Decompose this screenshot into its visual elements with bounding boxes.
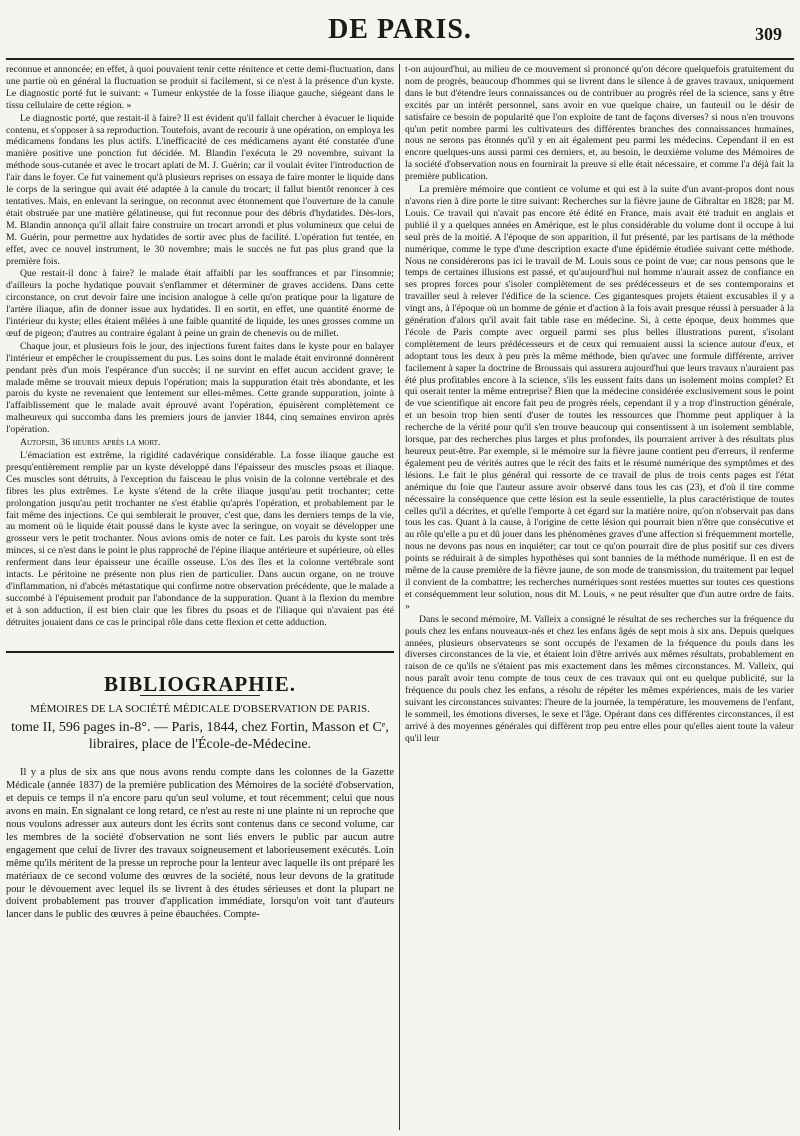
right-paragraph-3: Dans le second mémoire, M. Valleix a consigné le résultat de ses recherches sur la fréquence du pouls chez les enfans nouveaux-nés et chez les enfans âgés de sept mois à six ans. Depuis quelques années, plusieurs observateurs se sont occupés de l'examen de la fréquence du pouls dans les diverses circonstances de la vie, et étaient loin d'être arrivés aux mêmes résultats, probablement en raison de ce qu'ils ne s'étaient pas mis exactement dans les mêmes circonstances. M. Valleix, qui nous paraît avoir tenu compte de tous ceux de ces travaux qui ont eu quelque publicité, sur la fréquence du pouls chez les enfans, a résolu de répéter les mêmes expériences, mais de les varier suivant les circonstances suivantes: l'heure de la journée, la température, les mouvemens de l'enfant, le sommeil, les émotions diverses, le sexe et l'âge. Opérant dans ces différentes circonstances, il est arrivé à des moyennes générales qui diffèrent trop peu entre elles pour qu'elles aient toute la valeur qu'il leur xyxy=(405,613,794,744)
left-paragraph-1: reconnue et annoncée; en effet, à quoi pouvaient tenir cette rénitence et cette demi-fluctuation, dans une partie où en général la fluctuation se produit si facilement, si ce n'est à la présence d'un kyste. Le diagnostic porté fut le suivant: « Tumeur enkystée de la fosse iliaque gauche, siégeant dans le tissu cellulaire de cette région. » xyxy=(6,64,394,111)
left-paragraph-2: Le diagnostic porté, que restait-il à faire? Il est évident qu'il fallait chercher à évacuer le liquide contenu, et s'opposer à sa reproduction. Toutefois, avant de recourir à une opération, on employa les médicamens fondans les plus actifs. L'inefficacité de ces médicamens ayant été constatée d'une manière positive une ponction fut décidée. M. Blandin l'exécuta le 29 novembre, suivant la méthode sous-cutanée et avec le trocart aplati de M. J. Guérin; car il voulait éviter l'introduction de l'air dans le foyer. Ce fut vainement qu'à plusieurs reprises on essaya de faire monter le liquide dans le corps de la seringue qui avait été adaptée à la canule du trocart; il fallut bientôt renoncer à ces tentatives. Mais, en enlevant la seringue, on reconnut avec étonnement que l'ouverture de la canule était obstruée par une matière gélatineuse, qui fut reconnue pour des débris d'hydatides. Dès-lors, M. Blandin annonça qu'il allait faire construire un trocart arrondi et plus volumineux que celui de M. Guérin, pour permettre aux hydatides de sortir avec plus de facilité. L'opération fut tentée, en effet, avec ce nouvel instrument, le 30 novembre; mais le succès ne fut pas plus grand que la première fois. xyxy=(6,112,394,267)
column-divider xyxy=(399,64,400,1130)
bibliography-subtitle: tome II, 596 pages in-8°. — Paris, 1844, chez Fortin, Masson et Cᵉ, libraires, place de l'École-de-Médecine. xyxy=(11,720,389,753)
right-column xyxy=(405,64,794,1130)
left-paragraph-3: Que restait-il donc à faire? le malade était affaibli par les souffrances et par l'insomnie; d'ailleurs la poche hydatique pouvait s'enflammer et déterminer de graves accidens. Dans cette circonstance, on crut devoir faire une incision analogue à celle qu'on pratique pour la ligature de l'artère iliaque, afin de donner issue aux hydatides. Il en sortit, en effet, une quantité énorme de l'intérieur du kyste; elles étaient mêlées à une faible quantité de liquide, les unes grosses comme un œuf de pigeon; d'autres au contraire égalant à peine un grain de chenevis ou de millet. xyxy=(6,268,394,339)
left-paragraph-6: L'émaciation est extrême, la rigidité cadavérique considérable. La fosse iliaque gauche est presqu'entièrement remplie par un kyste développé dans l'épaisseur des muscles psoas et iliaque. Ces muscles sont détruits, à l'exception du faisceau le plus voisin de la colonne vertébrale et des fibres les plus extrêmes. Le kyste s'étend de la crête iliaque jusqu'au petit trochanter; cette prolongation jusqu'au petit trochanter ne s'est établie qu'après l'opération, et probablement par le fait même des injections. Ce qui semblerait le prouver, c'est que, dans les derniers temps de la vie, au moment où le liquide était poussé dans le kyste avec la seringue, on voyait se développer une grosseur vers le petit trochanter. Nous avions omis de noter ce fait. Les parois du kyste sont très minces, si ce n'est dans le point le plus rapproché de l'épine iliaque antérieure et supérieure, où elles renferment dans leur épaisseur une écaille osseuse. L'os des îles et la colonne vertébrale sont intacts. Le péritoine ne présente non plus rien de particulier. Dans aucun organe, on ne trouve d'inflammation, ni d'abcès métastatique qui confirme notre observation précédente, que le malade a succombé à l'épuisement produit par l'abondance de la suppuration. Quant à la flexion du membre et à son adduction, il est bien clair que les fibres du psoas et de l'iliaque qui n'avaient pas été détruites jouaient dans ce cas le principal rôle dans cette flexion et cette adduction. xyxy=(6,450,394,628)
left-paragraph-4: Chaque jour, et plusieurs fois le jour, des injections furent faites dans le kyste pour en balayer l'intérieur et empêcher le croupissement du pus. Les soins dont le malade était environné donnèrent pendant près d'un mois l'espérance d'un succès; il ne survint en effet aucun accident grave; le malade même se trouvait mieux depuis l'opération; mais la suppuration était très abondante, et les parois du kyste ne revenaient que lentement sur elles-mêmes. Cette grande suppuration, jointe à l'affaiblissement que le malade avait éprouvé avant l'opération, épuisèrent complètement ce malheureux qui succomba dans les premiers jours de janvier 1844, cinq semaines environ après l'opération. xyxy=(6,340,394,436)
right-paragraph-1: t-on aujourd'hui, au milieu de ce mouvement si prononcé qu'on décore quelquefois gratuitement du nom de progrès, beaucoup d'hommes qui se livrent dans le silence à de graves travaux, uniquement dans le but d'étendre leurs connaissances ou de contribuer au progrès réel de la science, sans y être excités par un intérêt personnel, sans avoir en vue quelque chaire, un fauteuil ou le désir de satisfaire ce besoin de popularité que l'on exploite de tant de façons diverses? si nous n'en trouvons qu'un petit nombre parmi les cultivateurs des différentes branches des connaissances humaines, nous ne serons pas étonnés qu'il y en ait également peu parmi les médecins. Cependant il en est encore quelques-uns aussi parmi ces derniers, et, au besoin, le deuxième volume des Mémoires de la société d'observation nous en fournirait la preuve si elle était nécessaire, et comme l'a déjà fait la première publication. xyxy=(405,64,794,183)
left-column xyxy=(6,64,394,1130)
bibliography-paragraph: Il y a plus de six ans que nous avons rendu compte dans les colonnes de la Gazette Médicale (année 1837) de la première publication des Mémoires de la société d'observation, et depuis ce temps il n'a encore paru qu'un seul volume, et tout récemment; celui que nous avons en main. En signalant ce long retard, ce n'est au reste ni une plainte ni un reproche que nous voulons adresser aux auteurs dont les écrits sont contenus dans ce second volume, car les membres de la société d'observation ne sont liés envers le public par aucun autre engagement que celui de livrer des travaux soigneusement et laborieusement exécutés. Loin même qu'ils méritent de la presse un reproche pour la lenteur avec laquelle ils ont préparé les matériaux de ce second volume des œuvres de la société, nous leur devons de la gratitude pour le dévouement avec lequel ils se livrent à des études sérieuses et dont la plupart ne doivent probablement pas trouver d'application immédiate, lorsqu'on voit tant d'auteurs lancer dans le public des œuvres à peine ébauchées. Compte- xyxy=(6,767,394,921)
bibliography-heading: BIBLIOGRAPHIE. xyxy=(104,671,296,696)
bibliography-reference: MÉMOIRES DE LA SOCIÉTÉ MÉDICALE D'OBSERVATION DE PARIS. xyxy=(30,702,370,715)
page-header xyxy=(0,0,800,62)
autopsy-heading: Autopsie, 36 heures après la mort. xyxy=(20,437,161,449)
page-number: 309 xyxy=(755,24,782,44)
header-rule xyxy=(6,58,794,60)
running-title: DE PARIS. xyxy=(328,14,472,45)
right-paragraph-2: La première mémoire que contient ce volume et qui est à la suite d'un avant-propos dont nous n'avons rien à dire porte le titre suivant: Recherches sur la fièvre jaune de Gibraltar en 1828; par M. Louis. Ce travail qui n'avait pas encore été édité en France, mais avait été traduit en anglais et publié il y a quelques années en Amérique, est le plus considérable du volume dont il occupe à lui seul près de la moitié. A l'époque de son apparition, il fut présenté, par les partisans de la méthode numérique, comme le type d'une description exacte d'une épidémie étudiée suivant cette méthode. Nous ne considérerons pas ici le travail de M. Louis sous ce point de vue; car nous pensons que le temps de certaines illusions est passé, et qu'aujourd'hui nul homme n'aurait assez de confiance en ses propres forces pour s'isoler complètement de ses prédécesseurs et de ses contemporains et travailler seul à relever l'édifice de la science. Ces gigantesques projets étaient excusables il y a vingt ans, à l'époque où un homme de génie et d'action à la fois avait presque réussi à persuader à la génération d'alors qu'il avait fait table rase en médecine. Si, à cette époque, deux hommes que l'école de Paris compte avec orgueil parmi ses plus belles illustrations purent, s'isolant complètement de leurs prédécesseurs et de ceux qui remuaient aussi la science autour d'eux, et adoptant tous les deux à peu près la même méthode, bien qu'avec une formule différente, arriver facilement à saper la doctrine de Broussais qui assurera aujourd'hui que leurs travaux n'auraient pas été plus profitables encore à la science, s'ils les eussent faits dans un isolement moins complet? Et qui oserait tenter la même entreprise? Bien que la médecine considérée exclusivement sous le point de vue scientifique ait encore fait peu de progrès réels, cependant il y a trop d'instruction générale, et un besoin trop bien senti d'user de toutes les ressources que l'homme peut appliquer à la recherche de la vérité pour qu'il s'en trouve beaucoup qui consentissent à un isolement semblable, lorsque, par des recherches plus larges et plus profondes, ils pourraient arriver à des résultats plus heureux peut-être. Par exemple, si le mémoire sur la fièvre jaune contient peu d'erreurs, il renferme également peu de vérités autres que le récit des faits et le résumé numérique des symptômes et des lésions. Le fait le plus général qui ressorte de ce travail de plus de trois cents pages est l'état anémique du foie que l'auteur assure avoir observé dans tous les cas (23), et d'où il tire comme nécessaire la conséquence que cette lésion est la seule essentielle, la plus caractéristique de toutes celles qu'il a décrites, et qu'elle l'emporte à cet égard sur la matière noire, qu'on n'observait pas dans tous les cas. Quant à la cause, à l'origine de cette lésion qui pourrait bien n'être que consécutive et au rôle qu'elle a pu et dû jouer dans les phénomènes graves d'une affection si fréquemment mortelle, nous ne devons pas nous en inquiéter; car tout ce qu'on pourrait dire de plus positif sur ces divers points se réduirait à de simples hypothèses qui sont bannies de la méthode numérique. Il en est de même de la cause première de la fièvre jaune, de son mode de transmission, du traitement par lequel il convient de la combattre; les recherches numériques sont restées muettes sur toutes ces questions et conséquemment leur solution, nous dit M. Louis, « ne peut résulter que d'un autre ordre de faits. » xyxy=(405,184,794,612)
section-separator xyxy=(6,651,394,653)
